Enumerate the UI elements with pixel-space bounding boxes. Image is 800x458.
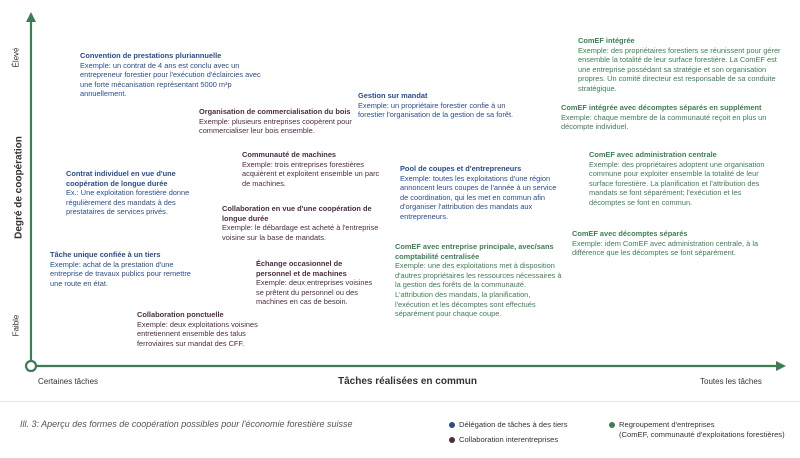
figure-caption: Ill. 3: Aperçu des formes de coopération possibles pour l'économie forestière suisse: [20, 419, 353, 429]
item-title: Collaboration ponctuelle: [137, 310, 224, 319]
item-text: Exemple: achat de la prestation d'une entreprise de travaux publics pour remettre une route en état.: [50, 259, 191, 288]
y-axis-arrow: [26, 12, 36, 22]
footer-separator: [0, 401, 800, 402]
item-title: Collaboration en vue d'une coopération de longue durée: [222, 204, 372, 223]
x-axis-title: Tâches réalisées en commun: [338, 376, 477, 387]
item-title: ComEF avec administration centrale: [589, 150, 717, 159]
item-pool-coupes: [400, 164, 562, 222]
item-organisation-commercialisation: [199, 107, 357, 136]
item-text: Ex.: Une exploitation forestière donne régulièrement des mandats à des prestataires de services privés.: [66, 188, 190, 217]
item-text: Exemple: un contrat de 4 ans est conclu avec un entrepreneur forestier pour l'exécution d'éclaircies avec une forte mécanisation représentant 5000 m³p annuellement.: [80, 60, 261, 99]
item-contrat-individuel: [66, 169, 208, 217]
x-axis-arrow: [776, 361, 786, 371]
legend-dot-purple: [449, 437, 455, 443]
item-convention-prestations: [80, 51, 265, 99]
item-text: Exemple: des propriétaires adoptent une organisation commune pour exploiter ensemble la totalité de leur surface forestière. La planification et l'attribution des mandats se font séparément; l'exécution et les décomptes se font en commun.: [589, 159, 765, 207]
y-axis-title: Degré de coopération: [13, 136, 25, 239]
item-comef-admin-centrale: [589, 150, 774, 208]
item-title: Échange occasionnel de personnel et de machines: [256, 259, 347, 278]
item-comef-decomptes-separes: [572, 229, 772, 258]
item-communaute-machines: [242, 150, 380, 188]
item-title: Contrat individuel en vue d'une coopération de longue durée: [66, 169, 176, 188]
item-text: Exemple: toutes les exploitations d'une région annoncent leurs coupes de l'année à un service de coordination, qui les met en commun afin d'organiser l'attribution des mandats aux entrepreneurs.: [400, 173, 557, 221]
x-high-label: Toutes les tâches: [700, 377, 762, 386]
item-text: Exemple: deux entreprises voisines se prêtent du personnel ou des machines en cas de besoin.: [256, 278, 373, 307]
item-title: Tâche unique confiée à un tiers: [50, 250, 161, 259]
item-title: ComEF intégrée: [578, 36, 635, 45]
legend-dot-green: [609, 422, 615, 428]
item-text: Exemple: le débardage est acheté à l'entreprise voisine sur la base de mandats.: [222, 223, 379, 242]
y-low-label: Faible: [11, 314, 21, 337]
item-comef-entreprise-principale: [395, 242, 565, 319]
item-title: Pool de coupes et d'entrepreneurs: [400, 164, 522, 173]
item-title: Gestion sur mandat: [358, 91, 428, 100]
legend-dot-blue: [449, 422, 455, 428]
item-collaboration-ponctuelle: [137, 310, 267, 348]
item-text: Exemple: deux exploitations voisines entretiennent ensemble des talus ferroviaires sur mandat des CFF.: [137, 319, 258, 348]
item-tache-unique: [50, 250, 202, 288]
item-gestion-mandat: [358, 91, 518, 120]
y-high-label: Élevé: [11, 47, 21, 68]
item-title: Organisation de commercialisation du bois: [199, 107, 351, 116]
item-title: ComEF avec entreprise principale, avec/sans comptabilité centralisée: [395, 242, 554, 261]
item-collaboration-longue-duree: [222, 204, 390, 242]
item-text: Exemple: trois entreprises forestières acquièrent et exploitent ensemble un parc de machines.: [242, 159, 380, 188]
item-text: Exemple: plusieurs entreprises coopèrent pour commercialiser leur bois ensemble.: [199, 116, 352, 136]
item-comef-integree-decomptes: [561, 103, 791, 132]
item-title: Convention de prestations pluriannuelle: [80, 51, 222, 60]
item-text: Exemple: idem ComEF avec administration centrale, à la différence que les décomptes se font séparément.: [572, 238, 759, 258]
item-text: Exemple: un propriétaire forestier confie à un forestier l'organisation de la gestion de sa forêt.: [358, 100, 514, 120]
item-title: Communauté de machines: [242, 150, 337, 159]
legend-regroupement: [619, 420, 785, 440]
item-comef-integree: [578, 36, 790, 94]
legend-regroupement-label: Regroupement d'entreprises: [619, 420, 715, 429]
item-text: Exemple: chaque membre de la communauté reçoit en plus un décompte individuel.: [561, 112, 767, 132]
legend-collaboration: Collaboration interentreprises: [459, 435, 559, 444]
item-text: Exemple: des propriétaires forestiers se réunissent pour gérer ensemble la totalité de leur surface forestière. La ComEF est une entreprise possédant sa stratégie et son organisation propres. Un comité directeur est responsable de sa conduite stratégique.: [578, 45, 781, 93]
item-title: ComEF intégrée avec décomptes séparés en supplément: [561, 103, 762, 112]
axis-origin: [26, 361, 36, 371]
legend-delegation: Délégation de tâches à des tiers: [459, 420, 568, 429]
legend-regroupement-sublabel: (ComEF, communauté d'exploitations forestières): [619, 430, 785, 439]
item-echange-occasionnel: [256, 259, 378, 307]
item-text: Exemple: une des exploitations met à disposition d'autres propriétaires les ressources nécessaires à la gestion des forêts de la communauté. L'attribution des mandats, la planification, l'exécution et les décomptes sont effectués séparément pour chaque coupe.: [395, 261, 562, 319]
x-low-label: Certaines tâches: [38, 377, 99, 386]
item-title: ComEF avec décomptes séparés: [572, 229, 688, 238]
